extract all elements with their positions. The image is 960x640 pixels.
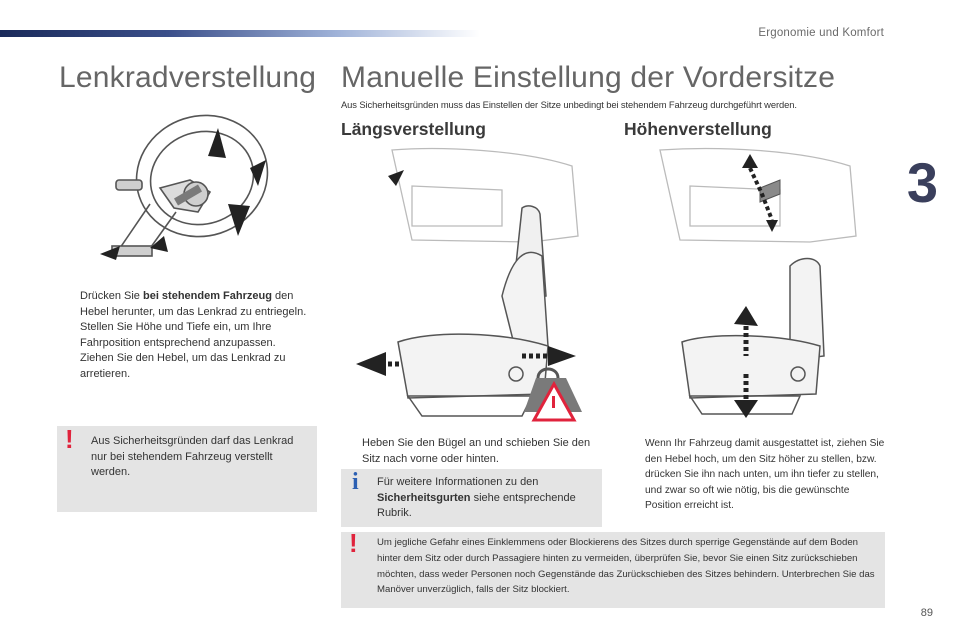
height-heading: Höhenverstellung — [624, 119, 772, 139]
warning-icon: ! — [349, 528, 358, 558]
steering-warning-box — [57, 426, 317, 512]
steering-adjustment-title: Lenkradverstellung — [59, 61, 317, 94]
list-item: Wenn Ihr Fahrzeug damit ausgestattet ist, ziehen Sie den Hebel hoch, um den Sitz höher zu stellen, bzw. drücken Sie ihn nach unten, um ihn tiefer zu stellen, und zwar so oft wie nötig, bis die gewünschte Position erreicht ist. — [645, 438, 885, 511]
info-icon: i — [352, 469, 359, 495]
warning-text: Um jegliche Gefahr eines Einklemmens oder Blockierens des Sitzes durch sperrige Gegenstände auf dem Boden hinter dem Sitz oder durch Passagiere hinten zu vermeiden, überprüfen Sie, bevor Sie einen Sitz zurückschieben möchten, dass weder Personen noch Gegenstände das Zurückschieben des Sitzes behindern. Unterbrechen Sie das Manöver unverzüglich, falls der Sitz blockiert. — [377, 537, 875, 596]
header-gradient-bar — [0, 30, 480, 37]
seat-adjustment-title: Manuelle Einstellung der Vordersitze — [341, 61, 836, 94]
list-item: Ziehen Sie den Hebel, um das Lenkrad zu arretieren. — [80, 352, 286, 380]
info-text: Für weitere Informationen zu den Sicherheitsgurten siehe entsprechende Rubrik. — [377, 476, 576, 519]
warning-icon: ! — [65, 424, 74, 454]
list-item: Drücken Sie bei stehendem Fahrzeug den Hebel herunter, um das Lenkrad zu entriegeln. — [80, 290, 307, 318]
seat-safety-subtitle: Aus Sicherheitsgründen muss das Einstellen der Sitze unbedingt bei stehendem Fahrzeug durchgeführt werden. — [341, 99, 797, 110]
height-steps — [624, 436, 886, 514]
seatbelt-info-box — [341, 469, 602, 527]
seat-longitudinal-illustration — [352, 146, 602, 428]
seat-height-illustration — [630, 146, 880, 428]
longitudinal-steps — [341, 436, 603, 467]
seat-warning-box — [341, 528, 885, 608]
longitudinal-heading: Längsverstellung — [341, 119, 486, 139]
warning-text: Aus Sicherheitsgründen darf das Lenkrad nur bei stehendem Fahrzeug verstellt werden. — [91, 435, 294, 478]
chapter-number: 3 — [906, 151, 938, 214]
steering-steps — [59, 289, 317, 382]
section-title: Ergonomie und Komfort — [758, 27, 884, 39]
list-item: Heben Sie den Bügel an und schieben Sie den Sitz nach vorne oder hinten. — [362, 437, 591, 465]
page-number: 89 — [920, 607, 933, 619]
steering-wheel-illustration — [90, 108, 290, 268]
list-item: Stellen Sie Höhe und Tiefe ein, um Ihre Fahrposition entsprechend anzupassen. — [80, 321, 276, 349]
